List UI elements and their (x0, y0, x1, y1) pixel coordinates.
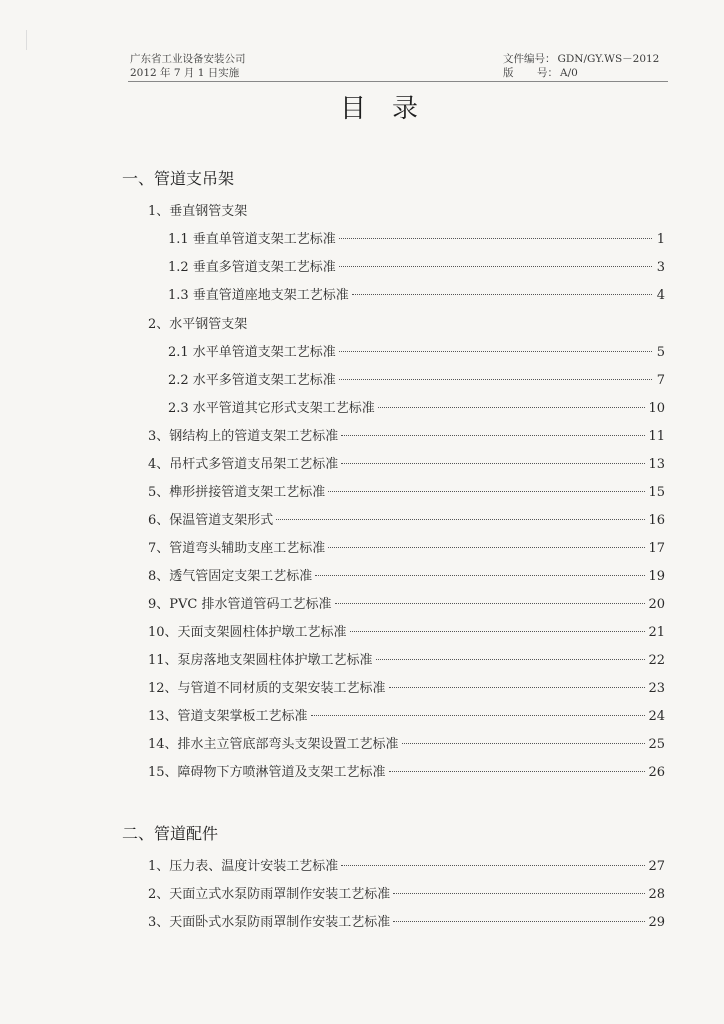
dot-leader (350, 631, 646, 632)
toc-entry-page: 20 (648, 597, 665, 612)
doc-number-label: 文件编号： (503, 53, 556, 65)
toc-entry[interactable] (148, 677, 665, 695)
toc-entry[interactable] (168, 256, 665, 274)
toc-entry[interactable] (148, 453, 665, 471)
toc-entry-label: 11、泵房落地支架圆柱体护墩工艺标准 (148, 653, 373, 668)
dot-leader (341, 463, 645, 464)
dot-leader (378, 407, 646, 408)
group-heading: 1、垂直钢管支架 (148, 204, 248, 219)
toc-entry-label: 4、吊杆式多管道支吊架工艺标准 (148, 457, 339, 472)
toc-entry[interactable] (148, 649, 665, 667)
toc-entry[interactable] (168, 369, 665, 387)
dot-leader (402, 743, 646, 744)
toc-entry-label: 9、PVC 排水管道管码工艺标准 (148, 597, 332, 612)
toc-entry-page: 17 (648, 541, 665, 556)
toc-entry[interactable] (168, 397, 665, 415)
dot-leader (311, 715, 646, 716)
toc-entry-page: 24 (648, 709, 665, 724)
header-divider (128, 81, 668, 82)
effective-date: 2012 年 7 月 1 日实施 (130, 67, 240, 79)
toc-entry[interactable] (168, 341, 665, 359)
dot-leader (339, 351, 652, 352)
toc-entry-page: 25 (648, 737, 665, 752)
dot-leader (341, 435, 645, 436)
dot-leader (335, 603, 646, 604)
toc-entry-page: 7 (656, 373, 665, 388)
toc-entry-page: 3 (656, 260, 665, 275)
dot-leader (339, 379, 652, 380)
toc-entry-page: 28 (648, 887, 665, 902)
dot-leader (339, 266, 652, 267)
toc-entry-page: 4 (656, 288, 665, 303)
toc-entry[interactable] (148, 425, 665, 443)
toc-entry-label: 5、榫形拼接管道支架工艺标准 (148, 485, 326, 500)
doc-number: GDN/GY.WS－2012 (557, 53, 660, 65)
version-label (503, 66, 558, 80)
toc-entry-page: 19 (648, 569, 665, 584)
version-label-part2: 号： (537, 67, 558, 79)
toc-entry-page: 13 (648, 457, 665, 472)
toc-entry-label: 12、与管道不同材质的支架安装工艺标准 (148, 681, 386, 696)
toc-entry-label: 2.3 水平管道其它形式支架工艺标准 (168, 401, 375, 416)
toc-entry-label: 13、管道支架掌板工艺标准 (148, 709, 308, 724)
toc-entry[interactable] (148, 761, 665, 779)
toc-entry[interactable] (148, 565, 665, 583)
dot-leader (393, 893, 645, 894)
toc-entry-page: 26 (648, 765, 665, 780)
toc-entry-label: 6、保温管道支架形式 (148, 513, 274, 528)
toc-entry-page: 11 (648, 429, 665, 444)
toc-entry-page: 16 (648, 513, 665, 528)
dot-leader (393, 921, 645, 922)
header-right (503, 52, 659, 80)
toc-entry-page: 29 (648, 915, 665, 930)
header-left (130, 52, 246, 80)
toc-entry[interactable] (148, 705, 665, 723)
toc-entry-label: 1、压力表、温度计安装工艺标准 (148, 859, 339, 874)
toc-entry-page: 21 (648, 625, 665, 640)
toc-entry-label: 10、天面支架圆柱体护墩工艺标准 (148, 625, 347, 640)
toc-entry[interactable] (148, 481, 665, 499)
toc-entry-page: 15 (648, 485, 665, 500)
toc-entry[interactable] (148, 883, 665, 901)
toc-entry-label: 1.3 垂直管道座地支架工艺标准 (168, 288, 349, 303)
scan-mark (26, 30, 27, 50)
dot-leader (389, 687, 646, 688)
toc-entry[interactable] (148, 621, 665, 639)
toc-entry[interactable] (148, 537, 665, 555)
dot-leader (339, 238, 652, 239)
toc-entry-page: 10 (648, 401, 665, 416)
toc-entry-page: 27 (648, 859, 665, 874)
toc-entry-label: 15、障碍物下方喷淋管道及支架工艺标准 (148, 765, 386, 780)
toc-entry-label: 2.1 水平单管道支架工艺标准 (168, 345, 336, 360)
toc-entry-label: 7、管道弯头辅助支座工艺标准 (148, 541, 326, 556)
toc-entry-label: 2、天面立式水泵防雨罩制作安装工艺标准 (148, 887, 391, 902)
toc-entry-label: 2.2 水平多管道支架工艺标准 (168, 373, 336, 388)
dot-leader (328, 547, 645, 548)
dot-leader (276, 519, 645, 520)
toc-entry-page: 23 (648, 681, 665, 696)
group-heading: 2、水平钢管支架 (148, 317, 248, 332)
toc-entry-label: 1.1 垂直单管道支架工艺标准 (168, 232, 336, 247)
toc-entry-label: 14、排水主立管底部弯头支架设置工艺标准 (148, 737, 399, 752)
toc-entry[interactable] (148, 509, 665, 527)
dot-leader (376, 659, 646, 660)
toc-entry[interactable] (148, 733, 665, 751)
toc-entry[interactable] (148, 911, 665, 929)
toc-entry-label: 3、天面卧式水泵防雨罩制作安装工艺标准 (148, 915, 391, 930)
toc-entry[interactable] (148, 593, 665, 611)
dot-leader (341, 865, 645, 866)
section-heading: 二、管道配件 (122, 824, 219, 843)
section-heading: 一、管道支吊架 (122, 169, 235, 188)
version-label-part1: 版 (503, 67, 514, 79)
toc-entry-label: 8、透气管固定支架工艺标准 (148, 569, 313, 584)
dot-leader (389, 771, 646, 772)
toc-entry-label: 3、钢结构上的管道支架工艺标准 (148, 429, 339, 444)
toc-entry-page: 1 (656, 232, 665, 247)
version-row (503, 66, 659, 80)
dot-leader (352, 294, 652, 295)
dot-leader (328, 491, 645, 492)
page-title: 目录 (340, 94, 445, 124)
company-name: 广东省工业设备安装公司 (130, 53, 246, 65)
version-number: A/0 (560, 67, 578, 79)
toc-entry[interactable] (168, 228, 665, 246)
toc-entry-page: 5 (656, 345, 665, 360)
doc-number-row (503, 52, 659, 66)
toc-entry-page: 22 (648, 653, 665, 668)
toc-entry[interactable] (148, 855, 665, 873)
toc-entry[interactable] (168, 284, 665, 302)
toc-entry-label: 1.2 垂直多管道支架工艺标准 (168, 260, 336, 275)
dot-leader (315, 575, 645, 576)
